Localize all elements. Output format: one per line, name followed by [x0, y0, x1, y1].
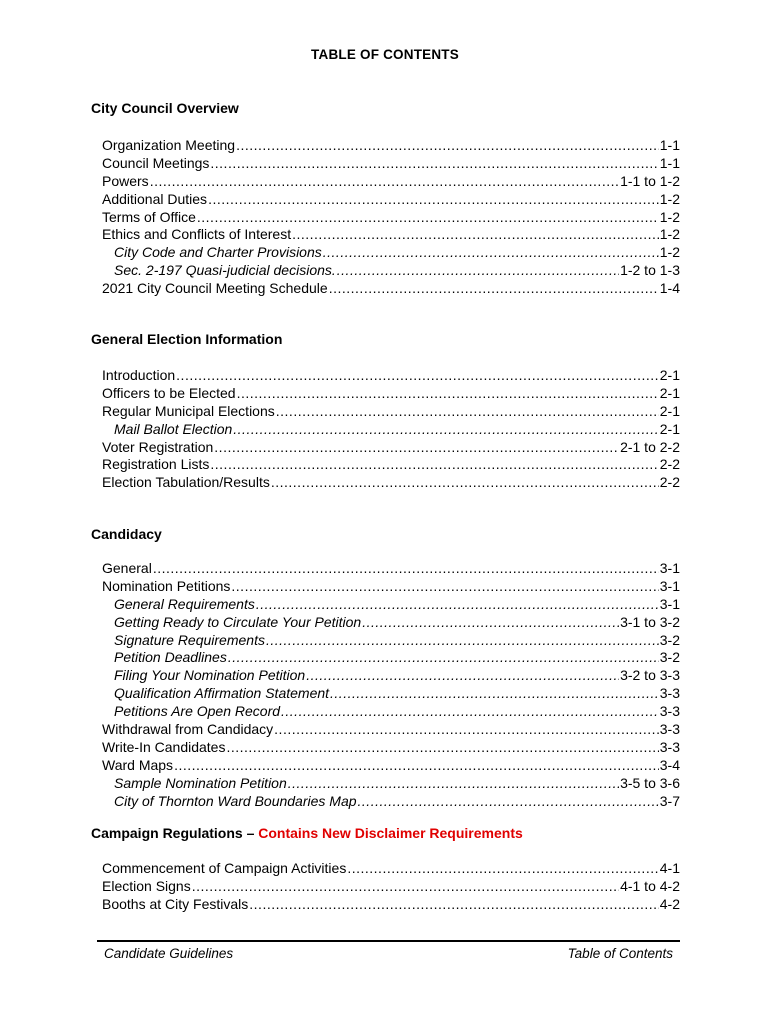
toc-subentry — [102, 421, 680, 439]
toc-entry-page: 4-2 — [659, 895, 680, 912]
toc-entry-page: 1-2 — [659, 190, 680, 207]
dot-leader — [288, 775, 619, 793]
toc-entry — [102, 173, 680, 191]
toc-entry — [102, 439, 680, 457]
section-heading-text: General Election Information — [91, 331, 283, 347]
dot-leader — [276, 403, 659, 421]
toc-entry-page: 3-1 to 3-2 — [620, 613, 680, 630]
toc-entry — [102, 739, 680, 757]
toc-entry-page: 3-2 — [659, 649, 680, 666]
new-requirements-note: Contains New Disclaimer Requirements — [258, 825, 523, 841]
toc-entry-label: Election Tabulation/Results — [102, 474, 270, 491]
toc-entry-label: Ward Maps — [102, 756, 174, 773]
toc-entry-label: Powers — [102, 172, 149, 189]
toc-entry — [102, 367, 680, 385]
toc-entry-page: 1-1 — [659, 137, 680, 153]
toc-entry-label: Ethics and Conflicts of Interest — [102, 226, 292, 243]
toc-subentry — [102, 703, 680, 721]
toc-entry-label: Additional Duties — [102, 190, 208, 207]
toc-entry-label: Withdrawal from Candidacy — [102, 721, 274, 738]
toc-entry-page: 2-1 to 2-2 — [620, 438, 680, 455]
toc-entry-page: 4-1 — [659, 860, 680, 876]
toc-entry-label: Mail Ballot Election — [114, 420, 233, 437]
toc-entry — [102, 721, 680, 739]
toc-entry-page: 1-2 — [659, 244, 680, 261]
page-title: TABLE OF CONTENTS — [311, 47, 459, 62]
dot-leader — [231, 578, 658, 596]
dot-leader — [323, 244, 659, 262]
toc-entry-page: 3-1 — [659, 595, 680, 612]
toc-entry — [102, 578, 680, 596]
dot-leader — [210, 155, 658, 173]
toc-subentry — [102, 685, 680, 703]
section-heading-general-election — [91, 331, 282, 347]
toc-entry-label: Nomination Petitions — [102, 577, 231, 594]
section-heading-city-council — [91, 100, 239, 116]
toc-entry-page: 3-4 — [659, 756, 680, 773]
toc-entry-label: Petition Deadlines — [114, 649, 227, 666]
toc-entry-label: Qualification Affirmation Statement — [114, 685, 330, 702]
toc-entry-label: Terms of Office — [102, 208, 196, 225]
toc-entry — [102, 403, 680, 421]
dot-leader — [228, 649, 659, 667]
section-heading-text: Campaign Regulations – — [91, 825, 259, 841]
toc-entry-label: City Code and Charter Provisions — [114, 244, 322, 261]
dot-leader — [210, 456, 658, 474]
dot-leader — [237, 385, 659, 403]
toc-entry — [102, 757, 680, 775]
footer-document-name: Candidate Guidelines — [104, 946, 234, 961]
dot-leader — [330, 685, 659, 703]
toc-entry — [102, 280, 680, 298]
toc-subentry — [102, 775, 680, 793]
toc-entry-page: 3-3 — [659, 685, 680, 702]
toc-subentry — [102, 244, 680, 262]
toc-entry — [102, 191, 680, 209]
toc-subentry — [102, 649, 680, 667]
toc-entry-label: Write-In Candidates — [102, 738, 226, 755]
toc-entry-label: Commencement of Campaign Activities — [102, 860, 347, 876]
toc-entry — [102, 209, 680, 227]
toc-entry-page: 2-1 — [659, 402, 680, 419]
dot-leader — [271, 474, 659, 492]
dot-leader — [176, 367, 659, 385]
toc-subentry — [102, 667, 680, 685]
toc-entry-label: Voter Registration — [102, 438, 214, 455]
toc-entry-label: Booths at City Festivals — [102, 895, 249, 912]
toc-entry-label: Introduction — [102, 367, 176, 383]
toc-entry-page: 1-4 — [659, 280, 680, 297]
dot-leader — [214, 439, 619, 457]
toc-entry-label: 2021 City Council Meeting Schedule — [102, 280, 328, 297]
toc-entry-page: 2-2 — [659, 456, 680, 473]
toc-entry-label: Sec. 2-197 Quasi-judicial decisions. — [114, 262, 336, 279]
toc-entry — [102, 226, 680, 244]
dot-leader — [358, 793, 659, 811]
toc-entry-page: 3-3 — [659, 738, 680, 755]
section-heading-campaign-regulations — [91, 825, 523, 841]
toc-entry-label: Regular Municipal Elections — [102, 402, 275, 419]
toc-subentry — [102, 596, 680, 614]
dot-leader — [233, 421, 658, 439]
toc-entry-label: General — [102, 560, 152, 576]
toc-entry-page: 3-5 to 3-6 — [620, 774, 680, 791]
section-heading-text: Candidacy — [91, 526, 162, 542]
toc-entry-page: 3-2 — [659, 631, 680, 648]
toc-entry-label: Registration Lists — [102, 456, 210, 473]
toc-entry — [102, 896, 680, 914]
toc-entry — [102, 878, 680, 896]
section-heading-text: City Council Overview — [91, 100, 239, 116]
toc-list-candidacy — [102, 560, 680, 810]
dot-leader — [362, 614, 619, 632]
toc-entry-page: 3-1 — [659, 560, 680, 576]
toc-entry-label: Officers to be Elected — [102, 384, 236, 401]
toc-entry-page: 3-2 to 3-3 — [620, 667, 680, 684]
dot-leader — [208, 191, 659, 209]
toc-entry-label: General Requirements — [114, 595, 255, 612]
toc-entry — [102, 155, 680, 173]
dot-leader — [192, 878, 619, 896]
toc-entry-label: Petitions Are Open Record — [114, 703, 281, 720]
toc-entry-page: 2-1 — [659, 367, 680, 383]
toc-entry — [102, 456, 680, 474]
toc-list-general-election — [102, 367, 680, 492]
dot-leader — [153, 560, 659, 578]
toc-entry-label: Sample Nomination Petition — [114, 774, 287, 791]
toc-entry — [102, 860, 680, 878]
toc-subentry — [102, 262, 680, 280]
dot-leader — [274, 721, 659, 739]
dot-leader — [329, 280, 659, 298]
dot-leader — [197, 209, 659, 227]
toc-entry-page: 4-1 to 4-2 — [620, 877, 680, 894]
dot-leader — [174, 757, 659, 775]
dot-leader — [249, 896, 658, 914]
dot-leader — [226, 739, 658, 757]
toc-entry — [102, 385, 680, 403]
footer-section-name: Table of Contents — [567, 946, 673, 961]
toc-entry-page: 3-1 — [659, 577, 680, 594]
dot-leader — [266, 632, 659, 650]
toc-entry-page: 3-3 — [659, 703, 680, 720]
dot-leader — [256, 596, 659, 614]
toc-entry-page: 2-1 — [659, 384, 680, 401]
toc-list-city-council — [102, 137, 680, 298]
toc-entry-page: 1-1 — [659, 154, 680, 171]
toc-subentry — [102, 793, 680, 811]
toc-entry — [102, 474, 680, 492]
toc-entry-page: 2-2 — [659, 474, 680, 491]
toc-entry — [102, 560, 680, 578]
toc-entry-page: 3-3 — [659, 721, 680, 738]
toc-entry-label: Signature Requirements — [114, 631, 265, 648]
dot-leader — [306, 667, 619, 685]
toc-entry-label: Election Signs — [102, 877, 191, 894]
toc-entry-page: 2-1 — [659, 420, 680, 437]
toc-entry-page: 1-2 to 1-3 — [620, 262, 680, 279]
toc-entry-label: Council Meetings — [102, 154, 210, 171]
toc-entry-label: City of Thornton Ward Boundaries Map — [114, 792, 357, 809]
toc-entry-label: Filing Your Nomination Petition — [114, 667, 306, 684]
dot-leader — [292, 226, 659, 244]
dot-leader — [337, 262, 619, 280]
dot-leader — [236, 137, 659, 155]
toc-entry-page: 3-7 — [659, 792, 680, 809]
toc-entry-label: Getting Ready to Circulate Your Petition — [114, 613, 362, 630]
section-heading-candidacy — [91, 526, 162, 542]
toc-entry — [102, 137, 680, 155]
toc-entry-label: Organization Meeting — [102, 137, 236, 153]
toc-entry-page: 1-1 to 1-2 — [620, 172, 680, 189]
toc-entry-page: 1-2 — [659, 226, 680, 243]
footer-divider — [97, 940, 680, 942]
dot-leader — [150, 173, 619, 191]
dot-leader — [347, 860, 658, 878]
toc-list-campaign-regulations — [102, 860, 680, 914]
toc-subentry — [102, 614, 680, 632]
toc-entry-page: 1-2 — [659, 208, 680, 225]
toc-subentry — [102, 632, 680, 650]
dot-leader — [281, 703, 659, 721]
